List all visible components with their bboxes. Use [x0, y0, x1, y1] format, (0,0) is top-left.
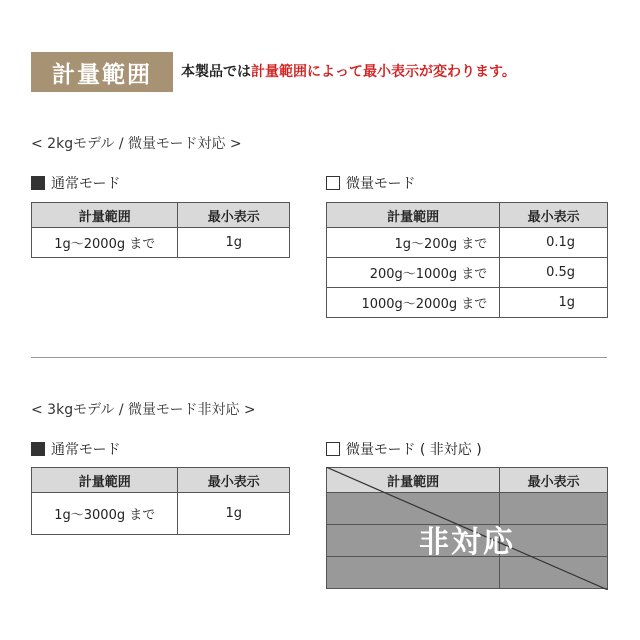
filled-square-icon: [31, 176, 45, 190]
min-display-cell: 1g: [178, 228, 290, 258]
range-cell: 1g～3000g まで: [32, 493, 178, 535]
micro-mode-label-3kg: [326, 439, 482, 459]
column-header-range: 計量範囲: [32, 203, 178, 228]
unsupported-overlay-text: 非対応: [419, 525, 515, 560]
normal-mode-label-3kg: [31, 439, 120, 459]
column-header-range: 計量範囲: [32, 468, 178, 493]
range-cell: 1000g～2000g まで: [327, 288, 500, 318]
column-header-min-display: 最小表示: [178, 468, 290, 493]
normal-mode-table-3kg: [31, 467, 290, 535]
mode-label-text: 微量モード: [346, 176, 416, 192]
table-row: [327, 228, 608, 258]
range-cell: 1g～200g まで: [327, 228, 500, 258]
min-display-cell: 1g: [500, 288, 608, 318]
column-header-range: 計量範囲: [327, 203, 500, 228]
description-highlight: 計量範囲によって最小表示が変わります。: [251, 64, 516, 80]
micro-mode-table-2kg: [326, 202, 608, 318]
description-prefix: 本製品では: [181, 64, 251, 80]
column-header-min-display: 最小表示: [500, 203, 608, 228]
section-3kg-title: < 3kgモデル / 微量モード非対応 >: [31, 402, 256, 418]
min-display-cell: 0.1g: [500, 228, 608, 258]
section-divider: [31, 357, 607, 358]
min-display-cell: 1g: [178, 493, 290, 535]
empty-square-icon: [326, 176, 340, 190]
column-header-range: 計量範囲: [327, 468, 500, 493]
table-row: [32, 228, 290, 258]
normal-mode-table-2kg: [31, 202, 290, 258]
column-header-min-display: 最小表示: [178, 203, 290, 228]
title-badge: 計量範囲: [31, 52, 173, 92]
range-cell: 200g～1000g まで: [327, 258, 500, 288]
filled-square-icon: [31, 442, 45, 456]
empty-square-icon: [326, 442, 340, 456]
table-row: [327, 288, 608, 318]
table-row: [32, 493, 290, 535]
section-2kg-title: < 2kgモデル / 微量モード対応 >: [31, 136, 242, 152]
normal-mode-label-2kg: [31, 173, 120, 193]
range-cell: 1g～2000g まで: [32, 228, 178, 258]
mode-label-text: 通常モード: [51, 442, 121, 458]
mode-label-text: 通常モード: [51, 176, 121, 192]
title-description: [181, 61, 516, 81]
unsupported-table-3kg: [326, 467, 608, 590]
column-header-min-display: 最小表示: [500, 468, 608, 493]
micro-mode-label-2kg: [326, 173, 415, 193]
mode-label-text: 微量モード ( 非対応 ): [346, 442, 482, 458]
table-row: [327, 258, 608, 288]
min-display-cell: 0.5g: [500, 258, 608, 288]
